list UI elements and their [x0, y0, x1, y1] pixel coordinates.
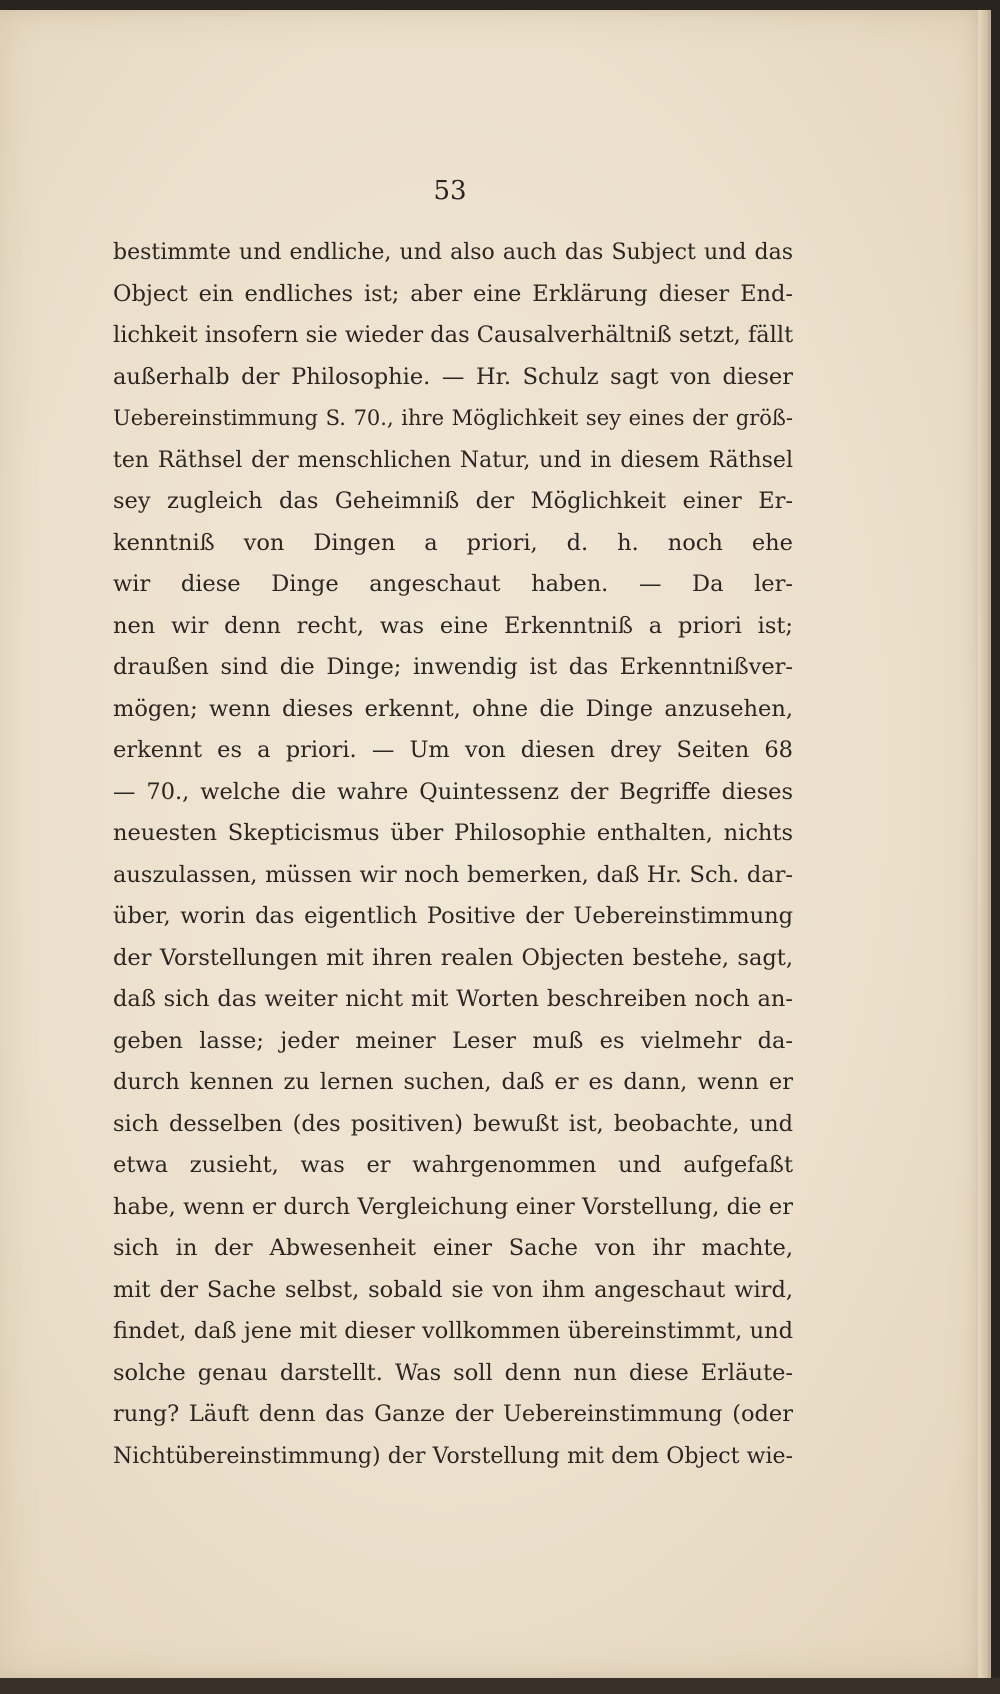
- text-line-13: erkennt es a priori. — Um von diesen drey Seiten 68: [113, 737, 793, 763]
- text-line-30: Nichtübereinstimmung) der Vorstellung mit dem Object wie-: [113, 1443, 793, 1469]
- text-line-8: kenntniß von Dingen a priori, d. h. noch ehe: [113, 529, 793, 556]
- text-line-12: mögen; wenn dieses erkennt, ohne die Dinge anzusehen,: [113, 695, 793, 722]
- text-line-18: der Vorstellungen mit ihren realen Objecten bestehe, sagt,: [113, 944, 793, 971]
- text-line-9: wir diese Dinge angeschaut haben. — Da ler-: [113, 571, 793, 597]
- text-line-6: ten Räthsel der menschlichen Natur, und in diesem Räthsel: [113, 447, 793, 473]
- text-line-5: Uebereinstimmung S. 70., ihre Möglichkeit sey eines der größ-: [113, 406, 793, 430]
- text-line-15: neuesten Skepticismus über Philosophie enthalten, nichts: [113, 820, 793, 846]
- scan-bottom-edge: [0, 1678, 1000, 1694]
- text-line-11: draußen sind die Dinge; inwendig ist das Erkenntnißver-: [113, 654, 793, 680]
- text-line-23: etwa zusieht, was er wahrgenommen und aufgefaßt: [113, 1152, 793, 1178]
- text-line-27: findet, daß jene mit dieser vollkommen übereinstimmt, und: [113, 1318, 793, 1344]
- text-line-19: daß sich das weiter nicht mit Worten beschreiben noch an-: [113, 986, 793, 1012]
- body-text: [113, 232, 793, 1477]
- text-line-3: lichkeit insofern sie wieder das Causalverhältniß setzt, fällt: [113, 322, 793, 348]
- page-number: 53: [433, 176, 467, 206]
- text-line-29: rung? Läuft denn das Ganze der Uebereinstimmung (oder: [113, 1401, 793, 1427]
- text-line-21: durch kennen zu lernen suchen, daß er es dann, wenn er: [113, 1069, 793, 1095]
- text-line-26: mit der Sache selbst, sobald sie von ihm angeschaut wird,: [113, 1276, 793, 1303]
- text-line-24: habe, wenn er durch Vergleichung einer Vorstellung, die er: [113, 1193, 793, 1220]
- text-line-20: geben lasse; jeder meiner Leser muß es vielmehr da-: [113, 1027, 793, 1054]
- text-line-2: Object ein endliches ist; aber eine Erklärung dieser End-: [113, 280, 793, 307]
- text-line-25: sich in der Abwesenheit einer Sache von ihr machte,: [113, 1235, 793, 1261]
- book-page: [0, 10, 991, 1678]
- text-line-28: solche genau darstellt. Was soll denn nun diese Erläute-: [113, 1359, 793, 1386]
- text-line-14: — 70., welche die wahre Quintessenz der Begriffe dieses: [113, 778, 793, 805]
- text-line-22: sich desselben (des positiven) bewußt ist, beobachte, und: [113, 1110, 793, 1137]
- text-line-1: bestimmte und endliche, und also auch das Subject und das: [113, 240, 793, 265]
- text-line-10: nen wir denn recht, was eine Erkenntniß a priori ist;: [113, 612, 793, 639]
- text-line-17: über, worin das eigentlich Positive der Uebereinstimmung: [113, 903, 793, 929]
- text-line-16: auszulassen, müssen wir noch bemerken, daß Hr. Sch. dar-: [113, 861, 793, 888]
- page-fore-edge: [978, 10, 988, 1678]
- text-line-7: sey zugleich das Geheimniß der Möglichkeit einer Er-: [113, 488, 793, 514]
- text-line-4: außerhalb der Philosophie. — Hr. Schulz sagt von dieser: [113, 363, 793, 390]
